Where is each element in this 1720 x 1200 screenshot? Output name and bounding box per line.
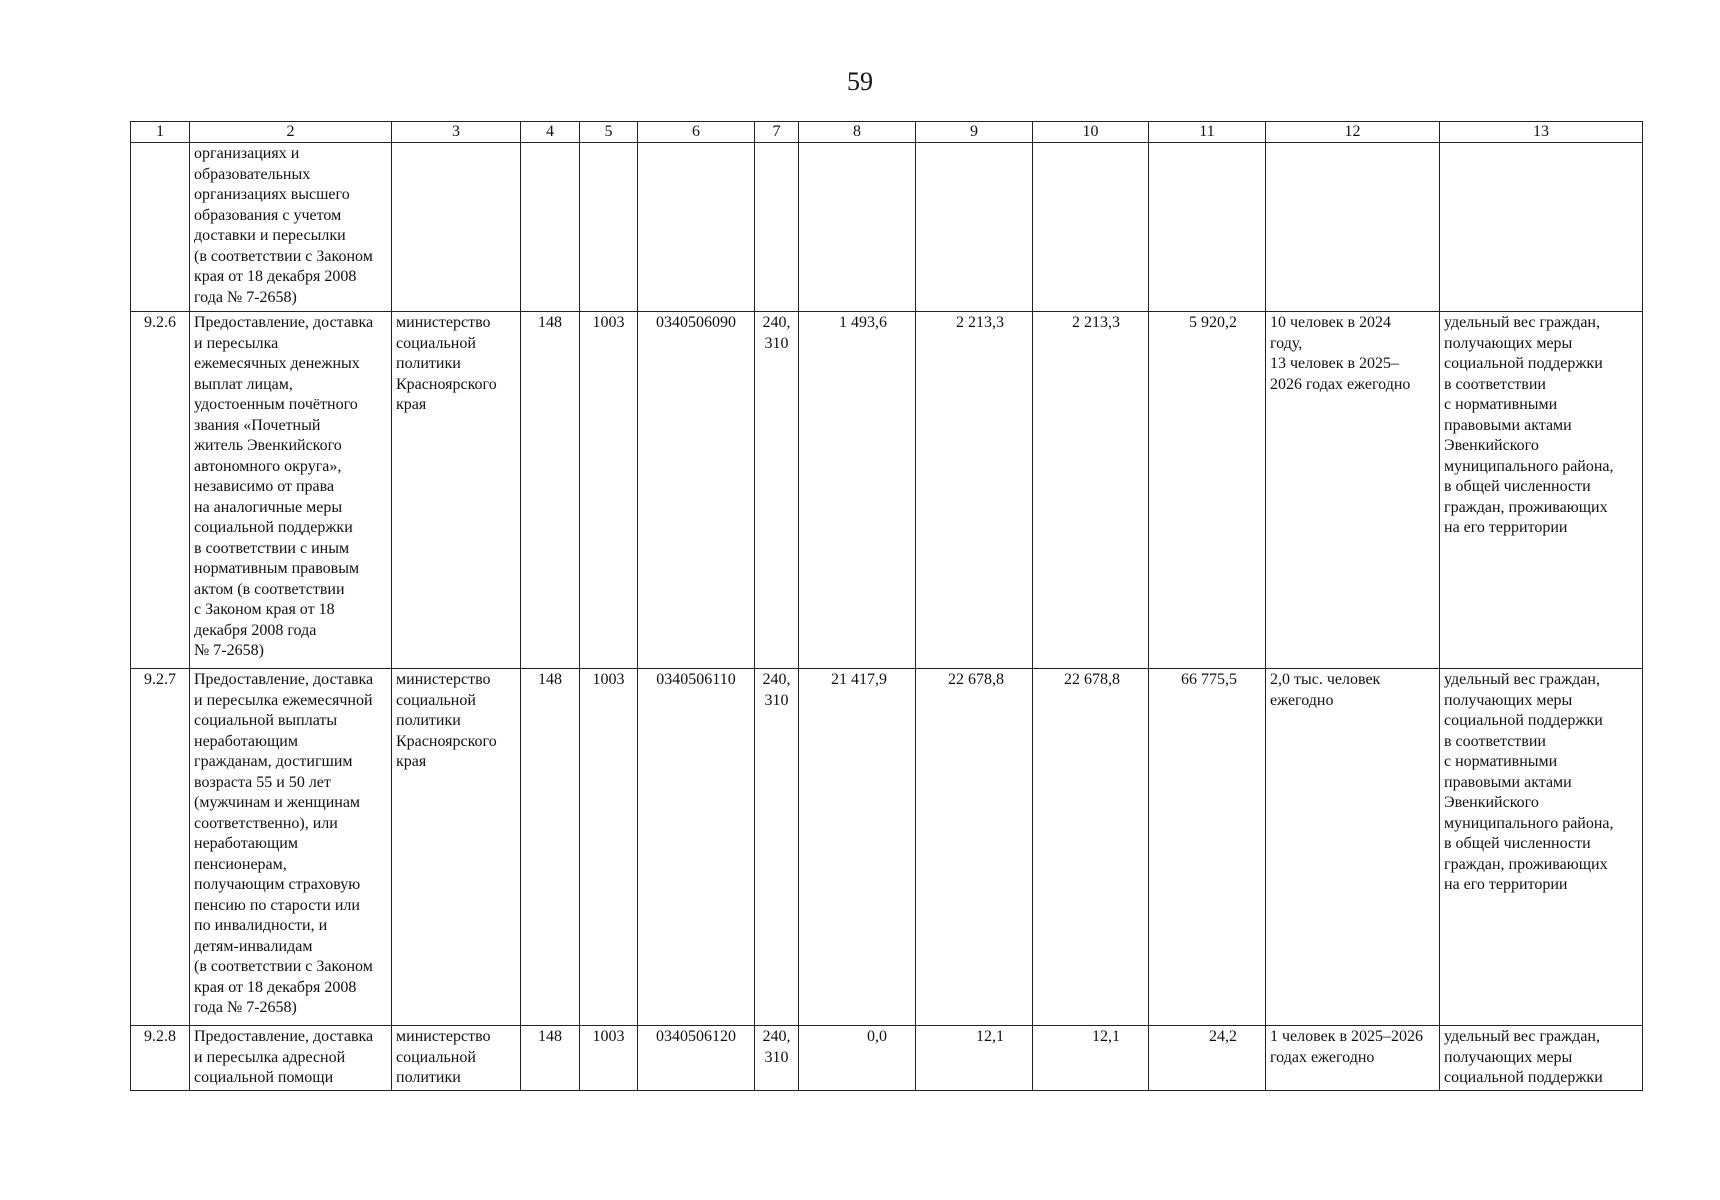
budget-measures-table [130, 121, 1643, 1091]
table-row [131, 1026, 1643, 1091]
amount-cell: 1 493,6 [799, 312, 916, 669]
column-header: 7 [755, 122, 799, 143]
amount-cell: 12,1 [916, 1026, 1033, 1091]
column-header: 2 [190, 122, 392, 143]
column-header: 5 [580, 122, 638, 143]
table-header-row [131, 122, 1643, 143]
table-cell: 240, 310 [755, 1026, 799, 1091]
table-cell: 1003 [580, 1026, 638, 1091]
table-cell: 148 [521, 669, 580, 1026]
table-cell [638, 143, 755, 312]
table-cell [916, 143, 1033, 312]
result-cell: 10 человек в 2024 году, 13 человек в 2025– 2026 годах ежегодно [1266, 312, 1440, 669]
table-cell: 0340506120 [638, 1026, 755, 1091]
amount-cell: 21 417,9 [799, 669, 916, 1026]
indicator-cell: удельный вес граждан, получающих меры социальной поддержки [1440, 1026, 1643, 1091]
column-header: 13 [1440, 122, 1643, 143]
column-header: 9 [916, 122, 1033, 143]
amount-cell: 0,0 [799, 1026, 916, 1091]
table-cell [1440, 143, 1643, 312]
page-number: 59 [847, 67, 873, 96]
amount-cell: 5 920,2 [1149, 312, 1266, 669]
table-cell: 240, 310 [755, 669, 799, 1026]
table-cell: 148 [521, 312, 580, 669]
table-cell: 1003 [580, 669, 638, 1026]
amount-cell: 66 775,5 [1149, 669, 1266, 1026]
table-row-continuation [131, 143, 1643, 312]
indicator-cell: удельный вес граждан, получающих меры социальной поддержки в соответствии с нормативными правовыми актами Эвенкийского муниципального района, в общей численности граждан, проживающих на его территории [1440, 669, 1643, 1026]
amount-cell: 2 213,3 [1033, 312, 1149, 669]
table-cell [521, 143, 580, 312]
table-row [131, 669, 1643, 1026]
row-number-cell: 9.2.6 [131, 312, 190, 669]
table-cell [131, 143, 190, 312]
table-cell [799, 143, 916, 312]
column-header: 3 [392, 122, 521, 143]
table-cell [1033, 143, 1149, 312]
table-cell: 1003 [580, 312, 638, 669]
table-cell [755, 143, 799, 312]
measure-description-cell: организациях и образовательных организациях высшего образования с учетом доставки и пересылки (в соответствии с Законом края от 18 декабря 2008 года № 7-2658) [190, 143, 392, 312]
amount-cell: 12,1 [1033, 1026, 1149, 1091]
table-cell [392, 143, 521, 312]
column-header: 4 [521, 122, 580, 143]
column-header: 12 [1266, 122, 1440, 143]
column-header: 10 [1033, 122, 1149, 143]
amount-cell: 2 213,3 [916, 312, 1033, 669]
table-row [131, 312, 1643, 669]
table-cell: 240, 310 [755, 312, 799, 669]
table-cell [1149, 143, 1266, 312]
row-number-cell: 9.2.8 [131, 1026, 190, 1091]
table-cell [1266, 143, 1440, 312]
amount-cell: 22 678,8 [1033, 669, 1149, 1026]
row-number-cell: 9.2.7 [131, 669, 190, 1026]
table-cell: 0340506090 [638, 312, 755, 669]
measure-description-cell: Предоставление, доставка и пересылка ежемесячных денежных выплат лицам, удостоенным почётного звания «Почетный житель Эвенкийского автономного округа», независимо от права на аналогичные меры социальной поддержки в соответствии с иным нормативным правовым актом (в соответствии с Законом края от 18 декабря 2008 года № 7-2658) [190, 312, 392, 669]
measure-description-cell: Предоставление, доставка и пересылка ежемесячной социальной выплаты неработающим гражданам, достигшим возраста 55 и 50 лет (мужчинам и женщинам соответственно), или неработающим пенсионерам, получающим страховую пенсию по старости или по инвалидности, и детям-инвалидам (в соответствии с Законом края от 18 декабря 2008 года № 7-2658) [190, 669, 392, 1026]
measure-description-cell: Предоставление, доставка и пересылка адресной социальной помощи [190, 1026, 392, 1091]
result-cell: 2,0 тыс. человек ежегодно [1266, 669, 1440, 1026]
agency-cell: министерство социальной политики Красноярского края [392, 312, 521, 669]
column-header: 11 [1149, 122, 1266, 143]
table-cell [580, 143, 638, 312]
result-cell: 1 человек в 2025–2026 годах ежегодно [1266, 1026, 1440, 1091]
amount-cell: 22 678,8 [916, 669, 1033, 1026]
agency-cell: министерство социальной политики [392, 1026, 521, 1091]
amount-cell: 24,2 [1149, 1026, 1266, 1091]
column-header: 1 [131, 122, 190, 143]
indicator-cell: удельный вес граждан, получающих меры социальной поддержки в соответствии с нормативными правовыми актами Эвенкийского муниципального района, в общей численности граждан, проживающих на его территории [1440, 312, 1643, 669]
column-header: 6 [638, 122, 755, 143]
table-cell: 148 [521, 1026, 580, 1091]
column-header: 8 [799, 122, 916, 143]
table-cell: 0340506110 [638, 669, 755, 1026]
agency-cell: министерство социальной политики Красноярского края [392, 669, 521, 1026]
